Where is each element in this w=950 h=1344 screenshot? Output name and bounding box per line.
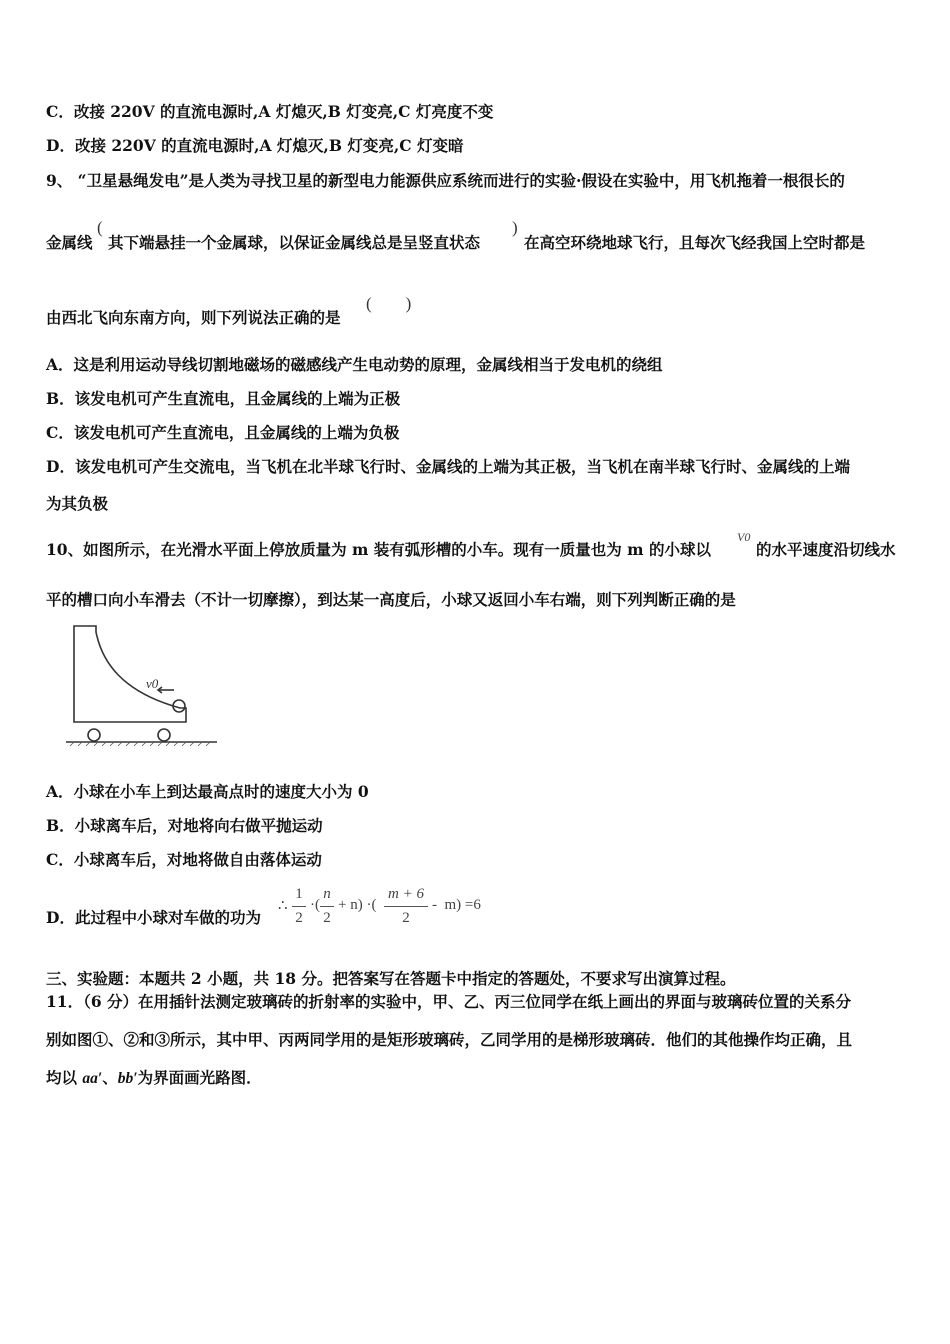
question-10-line1-b: 的水平速度沿切线水 [756,540,896,559]
frac1-den: 2 [295,910,303,926]
q10-option-d: D．此过程中小球对车做的功为 [46,908,261,927]
q11-line3-sep: 、 [102,1068,118,1087]
q9-option-d-line2: 为其负极 [46,494,109,513]
question-9-line2-c: 在高空环绕地球飞行，且每次飞经我国上空时都是 [524,233,866,252]
cart-body [74,626,186,722]
question-10-line2: 平的槽口向小车滑去（不计一切摩擦），到达某一高度后，小球又返回小车右端，则下列判断正确的是 [46,590,736,609]
question-9-line3: 由西北飞向东南方向，则下列说法正确的是 [46,308,341,327]
answer-blank: ( ) [366,294,412,313]
q10-option-c: C．小球离车后，对地将做自由落体运动 [46,850,322,869]
therefore-symbol: ∴ [278,898,288,914]
frac3-bar [384,906,428,907]
formula-mid2: + n) ·( [338,897,377,913]
section-3-heading: 三、实验题：本题共 2 小题，共 18 分。把答案写在答题卡中指定的答题处，不要求写出演算过程。 [46,969,736,988]
question-11-line2: 别如图①、②和③所示，其中甲、丙两同学用的是矩形玻璃砖，乙同学用的是梯形玻璃砖．他们的其他操作均正确，且 [46,1030,853,1049]
q9-option-a: A．这是利用运动导线切割地磁场的磁感线产生电动势的原理，金属线相当于发电机的绕组 [46,355,663,374]
option-d-q8: D．改接 220V 的直流电源时,A 灯熄灭,B 灯变亮,C 灯变暗 [46,136,464,155]
question-11-line1: 11．（6 分）在用插针法测定玻璃砖的折射率的实验中，甲、乙、丙三位同学在纸上画出的界面与玻璃砖位置的关系分 [46,992,852,1011]
q9-option-b: B．该发电机可产生直流电，且金属线的上端为正极 [46,389,401,408]
wheel-left [88,729,100,741]
formula-tail: - m) =6 [432,897,481,913]
q11-line3-part1: 均以 [46,1068,83,1087]
frac2-bar [320,906,334,907]
interface-bb: bb′ [117,1070,138,1087]
question-9-line2-b: 其下端悬挂一个金属球，以保证金属线总是呈竖直状态 [108,233,481,252]
question-10-line1-a: 10、如图所示，在光滑水平面上停放质量为 m 装有弧形槽的小车。现有一质量也为 m 的小球以 [46,540,711,559]
v0-label: v0 [146,676,159,691]
frac3-num: m + 6 [388,886,424,902]
frac2-num: n [323,886,331,902]
paren-open: ( [97,218,103,237]
q11-line3-part2: 为界面画光路图． [137,1068,262,1087]
q10-option-b: B．小球离车后，对地将向右做平抛运动 [46,816,323,835]
frac1-num: 1 [295,886,303,902]
frac3-den: 2 [402,910,410,926]
question-9-line2-a: 金属线 [46,233,93,252]
question-9-line1: 9、 “卫星悬绳发电”是人类为寻找卫星的新型电力能源供应系统而进行的实验·假设在实验中，用飞机拖着一根很长的 [46,171,845,190]
q9-option-c: C．该发电机可产生直流电，且金属线的上端为负极 [46,423,400,442]
interface-aa: aa′ [82,1070,103,1087]
v0-symbol: V0 [737,530,751,544]
formula-mid1: ·( [310,897,320,913]
frac1-bar [292,906,306,907]
frac2-den: 2 [323,910,331,926]
paren-close: ) [512,218,518,237]
q9-option-d-line1: D．该发电机可产生交流电，当飞机在北半球飞行时、金属线的上端为其正极，当飞机在南半球飞行时、金属线的上端 [46,457,850,476]
option-c-q8: C．改接 220V 的直流电源时,A 灯熄灭,B 灯变亮,C 灯亮度不变 [46,102,494,121]
cart-figure [62,622,222,748]
q10-option-a: A．小球在小车上到达最高点时的速度大小为 0 [46,782,369,801]
wheel-right [158,729,170,741]
question-11-line3 [46,1068,262,1089]
